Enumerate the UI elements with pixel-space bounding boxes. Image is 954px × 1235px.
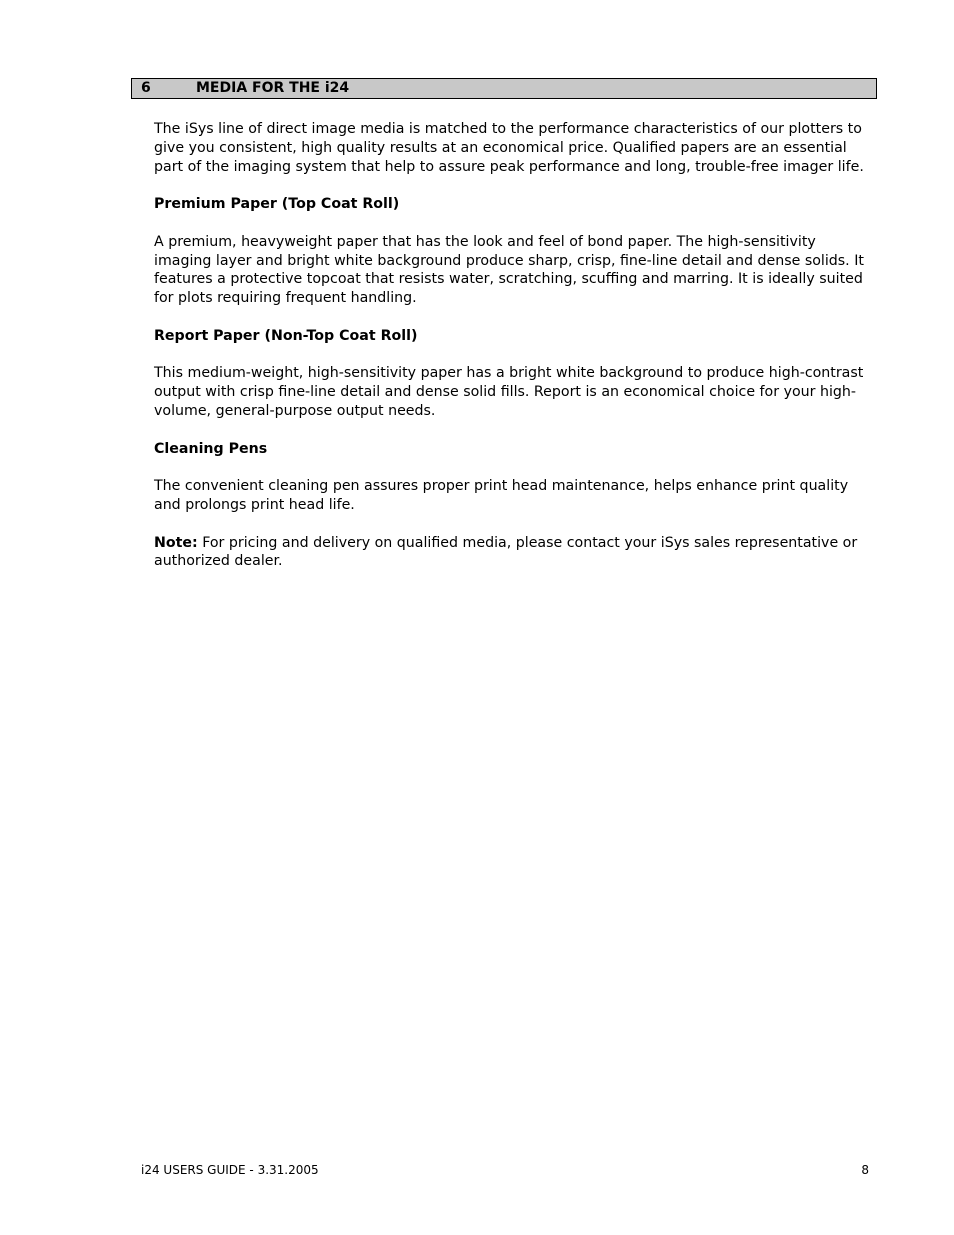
premium-paper-paragraph: A premium, heavyweight paper that has the look and feel of bond paper. The high-sensitivity imaging layer and bright white background produce sharp, crisp, fine-line detail and dense solids. It features a protective topcoat that resists water, scratching, scuffing and marring. It is ideally suited for plots requiring frequent handling.	[154, 233, 864, 307]
page-content	[154, 120, 876, 590]
report-paper-heading: Report Paper (Non-Top Coat Roll)	[154, 327, 418, 344]
section-number: 6	[141, 80, 151, 96]
note-paragraph	[154, 534, 876, 572]
footer-page-number: 8	[861, 1163, 869, 1177]
premium-paper-heading: Premium Paper (Top Coat Roll)	[154, 196, 400, 213]
report-paper-paragraph: This medium-weight, high-sensitivity paper has a bright white background to produce high-contrast output with crisp fine-line detail and dense solid fills. Report is an economical choice for your high-volume, general-purpose output needs.	[154, 365, 864, 419]
cleaning-pens-paragraph: The convenient cleaning pen assures proper print head maintenance, helps enhance print quality and prolongs print head life.	[154, 478, 849, 513]
section-title: MEDIA FOR THE i24	[196, 80, 350, 96]
cleaning-pens-heading: Cleaning Pens	[154, 440, 268, 457]
section-header	[131, 78, 877, 99]
note-label: Note:	[154, 534, 198, 551]
footer-document-title: i24 USERS GUIDE - 3.31.2005	[141, 1163, 319, 1177]
note-text: For pricing and delivery on qualified media, please contact your iSys sales representative or authorized dealer.	[154, 534, 858, 570]
intro-paragraph: The iSys line of direct image media is matched to the performance characteristics of our plotters to give you consistent, high quality results at an economical price. Qualified papers are an essential part of the imaging system that help to assure peak performance and long, trouble-free imager life.	[154, 121, 864, 175]
